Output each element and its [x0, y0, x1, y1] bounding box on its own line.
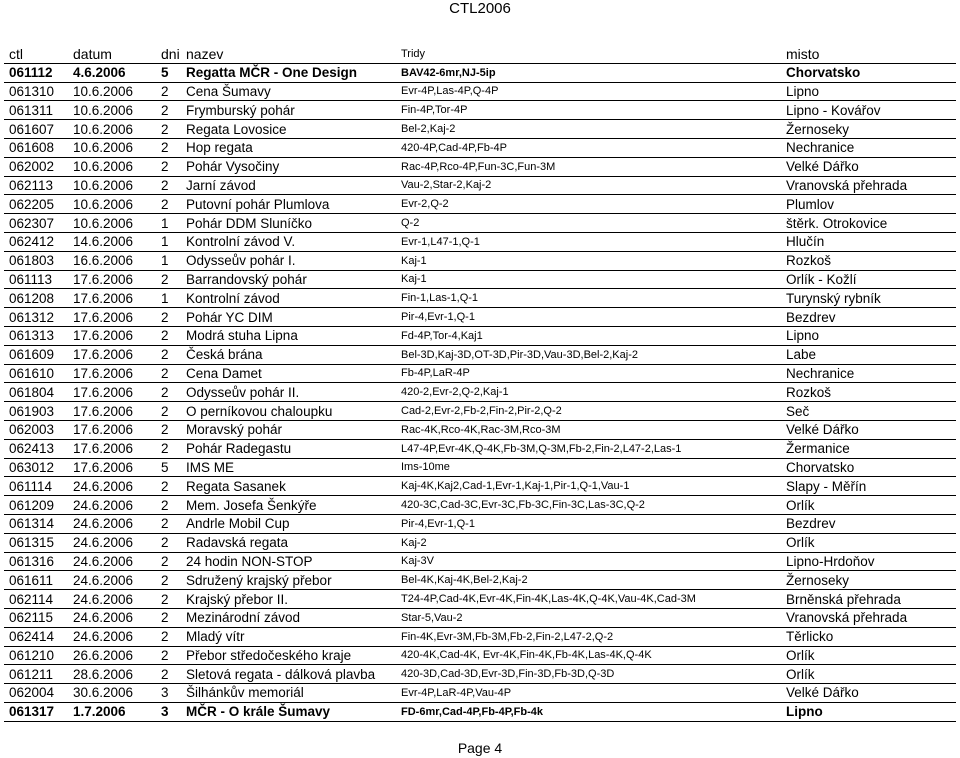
cell-dni: 2: [156, 552, 181, 571]
cell-misto: Vranovská přehrada: [781, 608, 956, 627]
cell-datum: 14.6.2006: [68, 232, 156, 251]
cell-nazev: Radavská regata: [181, 533, 396, 552]
cell-nazev: Mladý vítr: [181, 627, 396, 646]
cell-misto: Lipno: [781, 82, 956, 101]
table-row: [4, 439, 956, 458]
cell-misto: Lipno-Hrdoňov: [781, 552, 956, 571]
cell-datum: 30.6.2006: [68, 684, 156, 703]
cell-tridy: 420-4K,Cad-4K, Evr-4K,Fin-4K,Fb-4K,Las-4K,Q-4K: [396, 646, 781, 665]
cell-tridy: 420-2,Evr-2,Q-2,Kaj-1: [396, 383, 781, 402]
cell-dni: 2: [156, 120, 181, 139]
cell-datum: 17.6.2006: [68, 420, 156, 439]
cell-datum: 1.7.2006: [68, 702, 156, 721]
cell-dni: 1: [156, 251, 181, 270]
table-row: [4, 364, 956, 383]
cell-ctl: 062412: [4, 232, 68, 251]
cell-datum: 24.6.2006: [68, 590, 156, 609]
cell-dni: 5: [156, 458, 181, 477]
cell-datum: 10.6.2006: [68, 101, 156, 120]
cell-tridy: Fin-1,Las-1,Q-1: [396, 289, 781, 308]
column-header-datum: datum: [68, 45, 156, 63]
cell-misto: Lipno: [781, 326, 956, 345]
cell-ctl: 061315: [4, 533, 68, 552]
cell-nazev: Moravský pohár: [181, 420, 396, 439]
cell-misto: Žermanice: [781, 439, 956, 458]
cell-ctl: 061610: [4, 364, 68, 383]
cell-ctl: 061611: [4, 571, 68, 590]
cell-datum: 17.6.2006: [68, 308, 156, 327]
table-row: [4, 289, 956, 308]
cell-dni: 2: [156, 402, 181, 421]
cell-ctl: 062115: [4, 608, 68, 627]
cell-nazev: Krajský přebor II.: [181, 590, 396, 609]
table-row: [4, 402, 956, 421]
cell-datum: 24.6.2006: [68, 514, 156, 533]
cell-ctl: 062114: [4, 590, 68, 609]
table-row: [4, 477, 956, 496]
cell-misto: Velké Dářko: [781, 684, 956, 703]
table-row: [4, 101, 956, 120]
cell-dni: 2: [156, 195, 181, 214]
cell-ctl: 063012: [4, 458, 68, 477]
table-row: [4, 496, 956, 515]
cell-dni: 2: [156, 514, 181, 533]
cell-ctl: 061311: [4, 101, 68, 120]
cell-dni: 2: [156, 383, 181, 402]
cell-nazev: Andrle Mobil Cup: [181, 514, 396, 533]
cell-datum: 24.6.2006: [68, 477, 156, 496]
cell-nazev: Mezinárodní závod: [181, 608, 396, 627]
cell-ctl: 061803: [4, 251, 68, 270]
cell-nazev: Jarní závod: [181, 176, 396, 195]
cell-dni: 2: [156, 345, 181, 364]
cell-ctl: 062002: [4, 157, 68, 176]
cell-misto: Velké Dářko: [781, 157, 956, 176]
table-row: [4, 383, 956, 402]
cell-nazev: Regatta MČR - One Design: [181, 63, 396, 82]
cell-misto: Orlík: [781, 665, 956, 684]
cell-nazev: Regata Sasanek: [181, 477, 396, 496]
page-title: CTL2006: [449, 0, 511, 17]
table-row: [4, 420, 956, 439]
cell-dni: 2: [156, 533, 181, 552]
cell-tridy: Bel-4K,Kaj-4K,Bel-2,Kaj-2: [396, 571, 781, 590]
table-row: [4, 552, 956, 571]
table-row: [4, 702, 956, 721]
cell-tridy: T24-4P,Cad-4K,Evr-4K,Fin-4K,Las-4K,Q-4K,Vau-4K,Cad-3M: [396, 590, 781, 609]
page-footer: Page 4: [457, 740, 503, 756]
cell-misto: štěrk. Otrokovice: [781, 214, 956, 233]
cell-ctl: 061211: [4, 665, 68, 684]
cell-ctl: 061313: [4, 326, 68, 345]
cell-misto: Orlík: [781, 496, 956, 515]
cell-dni: 2: [156, 665, 181, 684]
cell-datum: 10.6.2006: [68, 82, 156, 101]
cell-dni: 2: [156, 270, 181, 289]
cell-tridy: Kaj-3V: [396, 552, 781, 571]
cell-datum: 16.6.2006: [68, 251, 156, 270]
cell-tridy: Bel-3D,Kaj-3D,OT-3D,Pir-3D,Vau-3D,Bel-2,Kaj-2: [396, 345, 781, 364]
cell-ctl: 062003: [4, 420, 68, 439]
cell-tridy: Fin-4P,Tor-4P: [396, 101, 781, 120]
cell-tridy: Kaj-2: [396, 533, 781, 552]
cell-tridy: Evr-2,Q-2: [396, 195, 781, 214]
cell-datum: 24.6.2006: [68, 627, 156, 646]
cell-tridy: Q-2: [396, 214, 781, 233]
cell-misto: Labe: [781, 345, 956, 364]
table-row: [4, 63, 956, 82]
cell-tridy: 420-3C,Cad-3C,Evr-3C,Fb-3C,Fin-3C,Las-3C,Q-2: [396, 496, 781, 515]
cell-dni: 2: [156, 590, 181, 609]
cell-dni: 2: [156, 138, 181, 157]
cell-dni: 2: [156, 627, 181, 646]
cell-nazev: Pohár Radegastu: [181, 439, 396, 458]
cell-nazev: MČR - O krále Šumavy: [181, 702, 396, 721]
cell-datum: 26.6.2006: [68, 646, 156, 665]
cell-nazev: 24 hodin NON-STOP: [181, 552, 396, 571]
cell-ctl: 061310: [4, 82, 68, 101]
cell-datum: 10.6.2006: [68, 214, 156, 233]
cell-nazev: Hop regata: [181, 138, 396, 157]
cell-ctl: 062113: [4, 176, 68, 195]
cell-datum: 28.6.2006: [68, 665, 156, 684]
table-row: [4, 514, 956, 533]
column-header-tridy: Tridy: [396, 45, 781, 63]
cell-datum: 17.6.2006: [68, 402, 156, 421]
cell-nazev: Kontrolní závod V.: [181, 232, 396, 251]
cell-ctl: 061113: [4, 270, 68, 289]
cell-dni: 2: [156, 496, 181, 515]
cell-misto: Lipno - Kovářov: [781, 101, 956, 120]
cell-tridy: BAV42-6mr,NJ-5ip: [396, 63, 781, 82]
cell-ctl: 061608: [4, 138, 68, 157]
regatta-table: [4, 45, 956, 722]
cell-misto: Lipno: [781, 702, 956, 721]
cell-dni: 2: [156, 439, 181, 458]
table-row: [4, 571, 956, 590]
cell-tridy: Rac-4K,Rco-4K,Rac-3M,Rco-3M: [396, 420, 781, 439]
cell-datum: 17.6.2006: [68, 289, 156, 308]
cell-nazev: Pohár YC DIM: [181, 308, 396, 327]
cell-ctl: 062004: [4, 684, 68, 703]
column-header-dni: dni: [156, 45, 181, 63]
cell-tridy: Cad-2,Evr-2,Fb-2,Fin-2,Pir-2,Q-2: [396, 402, 781, 421]
cell-ctl: 062413: [4, 439, 68, 458]
table-row: [4, 627, 956, 646]
cell-dni: 2: [156, 608, 181, 627]
cell-dni: 1: [156, 232, 181, 251]
cell-misto: Žernoseky: [781, 571, 956, 590]
cell-ctl: 062307: [4, 214, 68, 233]
cell-tridy: Fin-4K,Evr-3M,Fb-3M,Fb-2,Fin-2,L47-2,Q-2: [396, 627, 781, 646]
table-row: [4, 176, 956, 195]
cell-misto: Brněnská přehrada: [781, 590, 956, 609]
cell-nazev: Putovní pohár Plumlova: [181, 195, 396, 214]
cell-nazev: Česká brána: [181, 345, 396, 364]
cell-datum: 17.6.2006: [68, 270, 156, 289]
cell-tridy: Pir-4,Evr-1,Q-1: [396, 514, 781, 533]
cell-dni: 3: [156, 702, 181, 721]
cell-nazev: Barrandovský pohár: [181, 270, 396, 289]
cell-tridy: Rac-4P,Rco-4P,Fun-3C,Fun-3M: [396, 157, 781, 176]
cell-misto: Turynský rybník: [781, 289, 956, 308]
cell-misto: Velké Dářko: [781, 420, 956, 439]
cell-nazev: Mem. Josefa Šenkýře: [181, 496, 396, 515]
cell-tridy: L47-4P,Evr-4K,Q-4K,Fb-3M,Q-3M,Fb-2,Fin-2,L47-2,Las-1: [396, 439, 781, 458]
cell-misto: Seč: [781, 402, 956, 421]
cell-tridy: Fd-4P,Tor-4,Kaj1: [396, 326, 781, 345]
cell-misto: Rozkoš: [781, 251, 956, 270]
cell-datum: 10.6.2006: [68, 157, 156, 176]
table-row: [4, 345, 956, 364]
cell-nazev: Sletová regata - dálková plavba: [181, 665, 396, 684]
cell-dni: 2: [156, 308, 181, 327]
cell-ctl: 062205: [4, 195, 68, 214]
cell-tridy: Fb-4P,LaR-4P: [396, 364, 781, 383]
cell-tridy: Vau-2,Star-2,Kaj-2: [396, 176, 781, 195]
cell-nazev: IMS ME: [181, 458, 396, 477]
cell-dni: 1: [156, 214, 181, 233]
cell-dni: 2: [156, 646, 181, 665]
cell-tridy: Kaj-1: [396, 251, 781, 270]
cell-ctl: 061208: [4, 289, 68, 308]
table-row: [4, 458, 956, 477]
cell-misto: Bezdrev: [781, 308, 956, 327]
cell-dni: 2: [156, 571, 181, 590]
cell-dni: 5: [156, 63, 181, 82]
cell-datum: 17.6.2006: [68, 364, 156, 383]
cell-datum: 24.6.2006: [68, 571, 156, 590]
cell-nazev: Šilhánkův memoriál: [181, 684, 396, 703]
cell-dni: 3: [156, 684, 181, 703]
column-header-ctl: ctl: [4, 45, 68, 63]
cell-tridy: Star-5,Vau-2: [396, 608, 781, 627]
table-row: [4, 232, 956, 251]
cell-misto: Rozkoš: [781, 383, 956, 402]
cell-tridy: Bel-2,Kaj-2: [396, 120, 781, 139]
cell-misto: Orlík - Kožlí: [781, 270, 956, 289]
cell-ctl: 061903: [4, 402, 68, 421]
cell-ctl: 061316: [4, 552, 68, 571]
cell-ctl: 061312: [4, 308, 68, 327]
table-row: [4, 533, 956, 552]
table-row: [4, 82, 956, 101]
cell-ctl: 061314: [4, 514, 68, 533]
cell-datum: 17.6.2006: [68, 458, 156, 477]
cell-misto: Chorvatsko: [781, 63, 956, 82]
cell-ctl: 061607: [4, 120, 68, 139]
table-row: [4, 214, 956, 233]
cell-tridy: 420-3D,Cad-3D,Evr-3D,Fin-3D,Fb-3D,Q-3D: [396, 665, 781, 684]
cell-datum: 17.6.2006: [68, 345, 156, 364]
cell-tridy: Kaj-4K,Kaj2,Cad-1,Evr-1,Kaj-1,Pir-1,Q-1,Vau-1: [396, 477, 781, 496]
cell-ctl: 062414: [4, 627, 68, 646]
cell-nazev: Odysseův pohár I.: [181, 251, 396, 270]
cell-ctl: 061114: [4, 477, 68, 496]
cell-datum: 10.6.2006: [68, 120, 156, 139]
cell-ctl: 061609: [4, 345, 68, 364]
cell-nazev: Přebor středočeského kraje: [181, 646, 396, 665]
cell-nazev: Modrá stuha Lipna: [181, 326, 396, 345]
cell-misto: Orlík: [781, 646, 956, 665]
cell-datum: 10.6.2006: [68, 176, 156, 195]
cell-nazev: Odysseův pohár II.: [181, 383, 396, 402]
cell-datum: 17.6.2006: [68, 383, 156, 402]
cell-datum: 24.6.2006: [68, 608, 156, 627]
cell-dni: 2: [156, 420, 181, 439]
cell-misto: Bezdrev: [781, 514, 956, 533]
cell-datum: 17.6.2006: [68, 439, 156, 458]
cell-tridy: Kaj-1: [396, 270, 781, 289]
cell-dni: 1: [156, 289, 181, 308]
cell-datum: 24.6.2006: [68, 533, 156, 552]
cell-dni: 2: [156, 176, 181, 195]
table-row: [4, 308, 956, 327]
cell-dni: 2: [156, 82, 181, 101]
cell-tridy: Evr-4P,LaR-4P,Vau-4P: [396, 684, 781, 703]
cell-nazev: Pohár DDM Sluníčko: [181, 214, 396, 233]
cell-ctl: 061210: [4, 646, 68, 665]
table-row: [4, 157, 956, 176]
cell-datum: 10.6.2006: [68, 195, 156, 214]
cell-ctl: 061112: [4, 63, 68, 82]
cell-tridy: 420-4P,Cad-4P,Fb-4P: [396, 138, 781, 157]
cell-ctl: 061804: [4, 383, 68, 402]
cell-datum: 24.6.2006: [68, 496, 156, 515]
cell-ctl: 061209: [4, 496, 68, 515]
table-row: [4, 684, 956, 703]
cell-misto: Chorvatsko: [781, 458, 956, 477]
table-row: [4, 270, 956, 289]
cell-misto: Orlík: [781, 533, 956, 552]
cell-tridy: Ims-10me: [396, 458, 781, 477]
cell-ctl: 061317: [4, 702, 68, 721]
cell-misto: Nechranice: [781, 364, 956, 383]
cell-nazev: Cena Šumavy: [181, 82, 396, 101]
table-row: [4, 195, 956, 214]
header-row: [4, 45, 956, 63]
table-row: [4, 665, 956, 684]
cell-tridy: Evr-4P,Las-4P,Q-4P: [396, 82, 781, 101]
cell-misto: Žernoseky: [781, 120, 956, 139]
cell-misto: Vranovská přehrada: [781, 176, 956, 195]
cell-tridy: Pir-4,Evr-1,Q-1: [396, 308, 781, 327]
cell-nazev: O perníkovou chaloupku: [181, 402, 396, 421]
cell-misto: Slapy - Měřín: [781, 477, 956, 496]
cell-datum: 10.6.2006: [68, 138, 156, 157]
cell-misto: Nechranice: [781, 138, 956, 157]
cell-datum: 24.6.2006: [68, 552, 156, 571]
cell-tridy: FD-6mr,Cad-4P,Fb-4P,Fb-4k: [396, 702, 781, 721]
cell-dni: 2: [156, 477, 181, 496]
cell-misto: Plumlov: [781, 195, 956, 214]
table-row: [4, 590, 956, 609]
cell-nazev: Kontrolní závod: [181, 289, 396, 308]
cell-dni: 2: [156, 101, 181, 120]
table-body: [4, 63, 956, 721]
table-row: [4, 608, 956, 627]
cell-nazev: Frymburský pohár: [181, 101, 396, 120]
table-row: [4, 251, 956, 270]
cell-nazev: Sdružený krajský přebor: [181, 571, 396, 590]
column-header-misto: misto: [781, 45, 956, 63]
table-row: [4, 326, 956, 345]
column-header-nazev: nazev: [181, 45, 396, 63]
cell-datum: 4.6.2006: [68, 63, 156, 82]
table-row: [4, 138, 956, 157]
cell-nazev: Regata Lovosice: [181, 120, 396, 139]
cell-dni: 2: [156, 326, 181, 345]
cell-misto: Těrlicko: [781, 627, 956, 646]
table-row: [4, 646, 956, 665]
table-row: [4, 120, 956, 139]
cell-tridy: Evr-1,L47-1,Q-1: [396, 232, 781, 251]
cell-dni: 2: [156, 364, 181, 383]
cell-misto: Hlučín: [781, 232, 956, 251]
cell-nazev: Cena Damet: [181, 364, 396, 383]
cell-nazev: Pohár Vysočiny: [181, 157, 396, 176]
cell-datum: 17.6.2006: [68, 326, 156, 345]
cell-dni: 2: [156, 157, 181, 176]
